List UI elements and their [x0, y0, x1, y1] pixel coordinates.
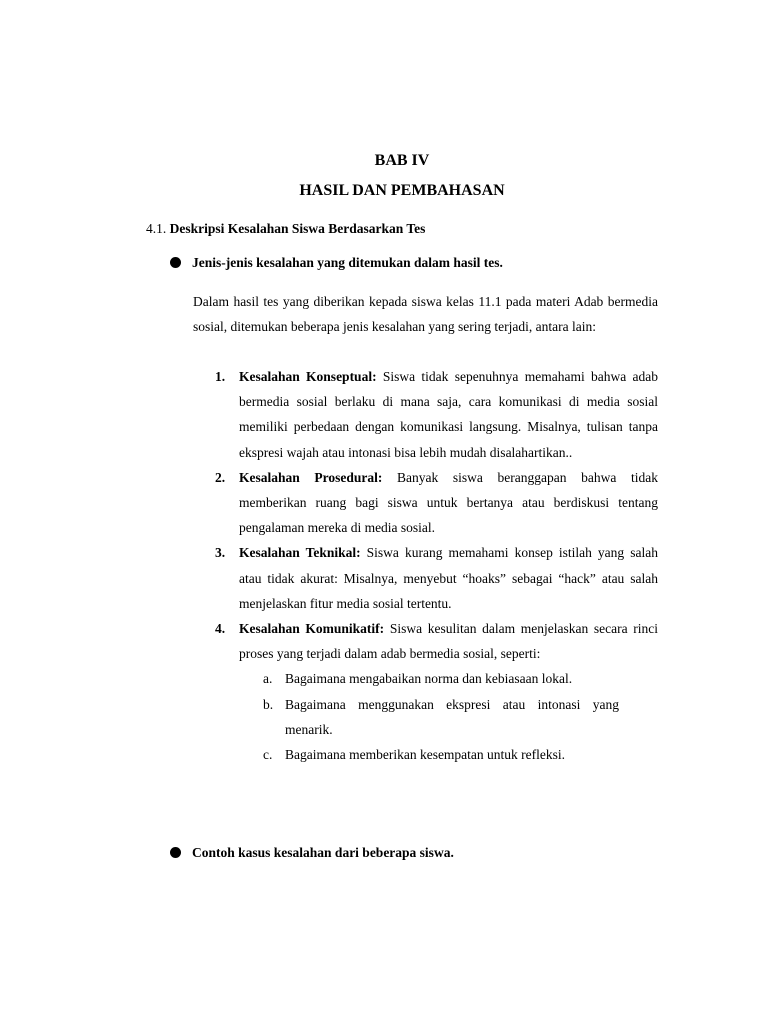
- sub-list-text: Bagaimana mengabaikan norma dan kebiasaan lokal.: [285, 671, 573, 687]
- list-term: Kesalahan Komunikatif:: [239, 621, 385, 637]
- sub-list-letter: c.: [263, 747, 273, 763]
- sub-list-letter: b.: [263, 696, 274, 712]
- error-list: [215, 364, 658, 767]
- chapter-title: HASIL DAN PEMBAHASAN: [299, 182, 505, 199]
- list-text: Siswa tidak sepenuhnya memahami bahwa adab bermedia sosial berlaku di mana saja, cara komunikasi di media sosial memiliki perbedaan dengan komunikasi langsung. Misalnya, tulisan tanpa ekspresi wajah atau intonasi bisa lebih mudah disalahartikan..: [239, 369, 658, 460]
- sub-list-text: Bagaimana menggunakan ekspresi atau intonasi yang menarik.: [285, 696, 619, 737]
- sub-list-text: Bagaimana memberikan kesempatan untuk refleksi.: [285, 747, 566, 763]
- list-item: [215, 540, 658, 616]
- list-text: Banyak siswa beranggapan bahwa tidak memberikan ruang bagi siswa untuk bertanya atau berdiskusi tentang pengalaman mereka di media sosial.: [239, 469, 658, 536]
- list-text: Siswa kesulitan dalam menjelaskan secara rinci proses yang terjadi dalam adab bermedia sosial, seperti:: [239, 621, 658, 662]
- list-number: 3.: [215, 545, 226, 561]
- section-number: 4.1.: [146, 221, 167, 236]
- bullet-dot-icon: [170, 847, 181, 858]
- bullet-text: Contoh kasus kesalahan dari beberapa siswa.: [192, 845, 454, 860]
- intro-paragraph: Dalam hasil tes yang diberikan kepada siswa kelas 11.1 pada materi Adab bermedia sosial, ditemukan beberapa jenis kesalahan yang sering terjadi, antara lain:: [193, 294, 658, 334]
- sub-list: [239, 666, 619, 767]
- list-item: [215, 364, 658, 465]
- list-term: Kesalahan Teknikal:: [239, 545, 361, 561]
- list-number: 2.: [215, 469, 226, 485]
- bullet-item: [170, 845, 454, 861]
- section-title: Deskripsi Kesalahan Siswa Berdasarkan Tes: [169, 221, 426, 236]
- list-number: 4.: [215, 621, 226, 637]
- bullet-text: Jenis-jenis kesalahan yang ditemukan dalam hasil tes.: [192, 255, 503, 270]
- sub-list-item: [239, 742, 619, 767]
- sub-list-letter: a.: [263, 671, 273, 687]
- sub-list-item: [239, 692, 619, 742]
- bullet-dot-icon: [170, 257, 181, 268]
- list-item: [215, 616, 658, 767]
- list-term: Kesalahan Konseptual:: [239, 369, 377, 384]
- list-text: Siswa kurang memahami konsep istilah yang salah atau tidak akurat: Misalnya, menyebut “hoaks” sebagai “hack” atau salah menjelaskan fitur media sosial tertentu.: [239, 545, 658, 611]
- bullet-item: [170, 255, 503, 271]
- list-term: Kesalahan Prosedural:: [239, 469, 383, 485]
- section-heading: [146, 221, 425, 237]
- list-number: 1.: [215, 369, 226, 384]
- chapter-number: BAB IV: [374, 152, 430, 169]
- list-item: [215, 465, 658, 541]
- sub-list-item: [239, 666, 619, 691]
